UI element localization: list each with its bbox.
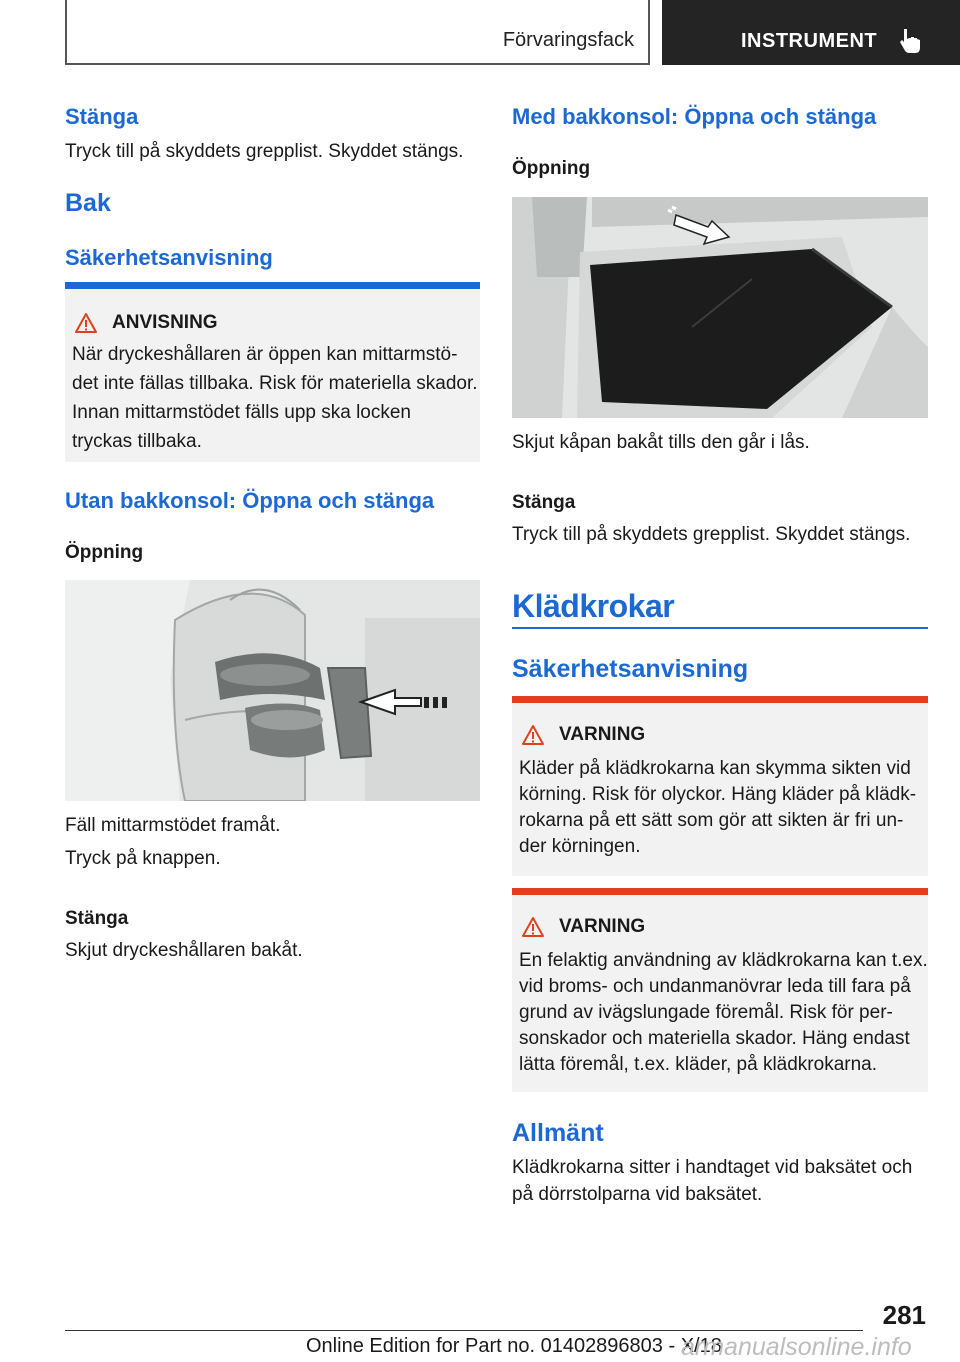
warning-line: der körningen. [519, 836, 641, 857]
warning-line: vid broms- och undanmanövrar leda till fara på [519, 976, 911, 997]
watermark: armanualsonline.info [681, 1333, 912, 1361]
general-line: Klädkrokarna sitter i handtaget vid baksätet och [512, 1157, 913, 1178]
cupholder-illustration [65, 580, 480, 801]
general-line: på dörrstolparna vid baksätet. [512, 1184, 763, 1205]
close-text: Tryck till på skyddets grepplist. Skyddet stängs. [512, 524, 911, 545]
opening-label: Öppning [65, 542, 144, 563]
page-number: 281 [882, 1300, 926, 1330]
general-heading: Allmänt [512, 1119, 604, 1147]
notice-accent-bar [65, 282, 480, 289]
warning-accent-bar [512, 888, 928, 895]
warning-title: VARNING [559, 916, 646, 937]
warning-line: körning. Risk för olyckor. Häng kläder på klädk- [519, 784, 917, 805]
rear-heading: Bak [65, 189, 111, 217]
notice-box [65, 282, 480, 462]
section-label: Förvaringsfack [502, 29, 634, 51]
notice-line: Innan mittarmstödet fälls upp ska locken [72, 402, 412, 423]
pointing-hand-icon [898, 26, 924, 54]
notice-line: tryckas tillbaka. [72, 431, 202, 452]
close-step: Skjut dryckeshållaren bakåt. [65, 940, 303, 961]
notice-line: det inte fällas tillbaka. Risk för materiella skador. [72, 373, 478, 394]
warning-title: VARNING [559, 724, 646, 745]
chapter-tab[interactable] [662, 0, 960, 65]
chapter-label: INSTRUMENT [741, 30, 878, 52]
hooks-heading: Klädkrokar [512, 588, 675, 624]
safety-heading: Säkerhetsanvisning [65, 245, 273, 270]
warning-box [512, 696, 928, 876]
safety-heading: Säkerhetsanvisning [512, 655, 749, 683]
close-label: Stänga [65, 908, 129, 929]
warning-line: Kläder på klädkrokarna kan skymma sikten vid [519, 758, 911, 779]
warning-triangle-icon [74, 312, 98, 334]
warning-triangle-icon [521, 916, 545, 938]
step-push-cover: Skjut kåpan bakåt tills den går i lås. [512, 432, 810, 453]
opening-label: Öppning [512, 158, 591, 179]
with-console-heading: Med bakkonsol: Öppna och stänga [512, 104, 877, 129]
edition-text: Online Edition for Part no. 01402896803 - X/18 [306, 1335, 722, 1357]
notice-title: ANVISNING [112, 312, 218, 333]
step-fold-armrest: Fäll mittarmstödet framåt. [65, 815, 281, 836]
step-press-button: Tryck på knappen. [65, 848, 221, 869]
warning-accent-bar [512, 696, 928, 703]
close-label: Stänga [512, 492, 576, 513]
warning-triangle-icon [521, 724, 545, 746]
warning-line: En felaktig användning av klädkrokarna kan t.ex. [519, 950, 928, 971]
console-cover-illustration [512, 197, 928, 418]
warning-line: rokarna på ett sätt som gör att sikten är fri un- [519, 810, 904, 831]
heading-rule [512, 627, 928, 629]
header-section-frame [65, 0, 650, 65]
warning-line: sonskador och materiella skador. Häng endast [519, 1028, 910, 1049]
warning-line: grund av ivägslungade föremål. Risk för per- [519, 1002, 893, 1023]
footer-rule [65, 1330, 863, 1331]
without-console-heading: Utan bakkonsol: Öppna och stänga [65, 488, 435, 513]
close-heading: Stänga [65, 104, 139, 129]
warning-line: lätta föremål, t.ex. kläder, på klädkrokarna. [519, 1054, 878, 1075]
warning-box [512, 888, 928, 1092]
notice-line: När dryckeshållaren är öppen kan mittarmstö- [72, 344, 458, 365]
close-text: Tryck till på skyddets grepplist. Skyddet stängs. [65, 141, 464, 162]
